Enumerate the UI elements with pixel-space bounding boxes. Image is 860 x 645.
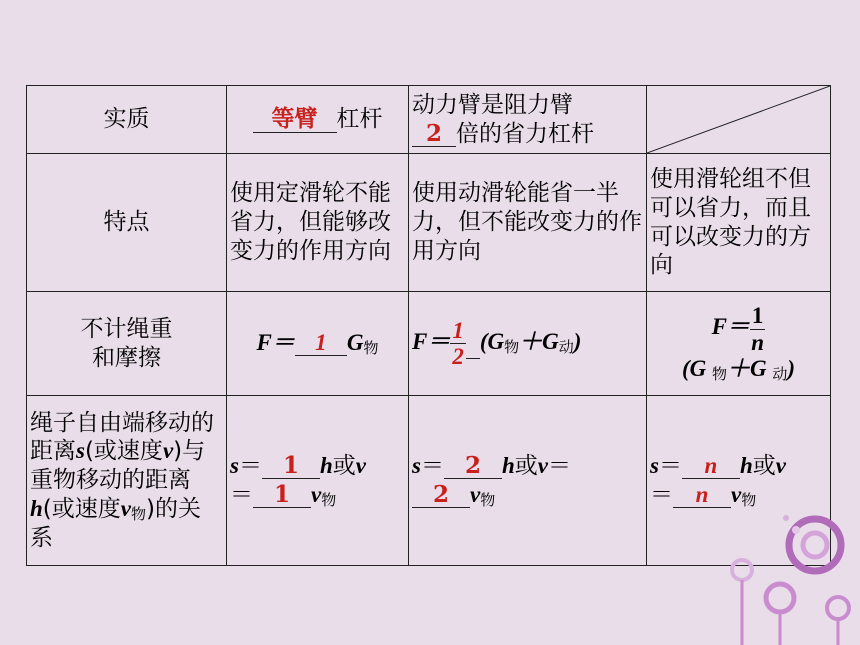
features-fixed: 使用定滑轮不能省力，但能够改变力的作用方向: [227, 154, 409, 292]
essence-movable-suffix: 倍的省力杠杆: [456, 120, 594, 147]
decorative-circles: [720, 500, 860, 645]
symbol-h: h: [501, 452, 515, 478]
symbol-v: v: [355, 452, 366, 478]
distance-movable: [409, 396, 647, 566]
distance-fixed: [227, 396, 409, 566]
features-label: 特点: [27, 154, 227, 292]
fraction-denominator: n: [751, 329, 765, 355]
decor-ring-small2: [827, 597, 849, 619]
plus-sign: ＋: [727, 355, 750, 381]
subscript-object: 物: [504, 337, 520, 356]
equals-sign: ＝: [230, 481, 253, 508]
features-block: 使用滑轮组不但可以省力，而且可以改变力的方向: [647, 154, 831, 292]
label-text: (或速度: [84, 438, 163, 465]
symbol-F: F: [711, 314, 727, 340]
symbol-s: s: [76, 438, 85, 464]
equals-sign: ＝: [420, 452, 444, 479]
fraction-numerator: 1: [751, 303, 764, 329]
force-movable-formula: [409, 292, 647, 396]
essence-label: 实质: [27, 86, 227, 154]
fraction-numerator: 1: [452, 317, 464, 343]
comparison-table: [26, 85, 830, 565]
or-word: 或: [332, 452, 356, 479]
symbol-v: v: [470, 481, 481, 507]
row-distance: [27, 396, 831, 566]
paren-open: (: [681, 355, 690, 381]
fraction-half: [450, 318, 466, 370]
subscript-moving: 动: [558, 337, 574, 356]
equals-sign: ＝: [650, 481, 673, 508]
force-label: [27, 292, 227, 396]
distance-block-blank1: n: [682, 453, 740, 479]
symbol-v: v: [537, 452, 548, 478]
subscript-moving: 动: [772, 364, 788, 383]
decor-dot: [783, 515, 789, 521]
symbol-s: s: [650, 452, 659, 478]
paren-close: ): [573, 328, 582, 354]
distance-fixed-blank1: 1: [262, 453, 320, 479]
fraction-denominator: 2: [452, 344, 464, 369]
label-text: (或速度: [42, 495, 121, 522]
label-text: )的关系: [30, 495, 201, 551]
essence-movable-blank: 2: [412, 121, 456, 147]
subscript-object: 物: [711, 364, 727, 383]
distance-label: [27, 396, 227, 566]
force-label-line1: 不计绳重: [80, 315, 173, 342]
symbol-h: h: [319, 452, 333, 478]
force-block-formula: [647, 292, 831, 396]
fraction-one-over-n: [750, 303, 766, 355]
equals-sign: ＝: [658, 452, 682, 479]
essence-fixed-blank: 等臂: [253, 107, 337, 133]
force-fixed-blank: 1: [295, 330, 347, 356]
symbol-G: G: [487, 328, 505, 354]
pulley-table: [26, 85, 831, 566]
label-text: 绳子自由端移动的距离: [30, 409, 214, 465]
subscript-object: 物: [321, 490, 337, 509]
row-essence: [27, 86, 831, 154]
decor-ring-inner: [803, 533, 827, 557]
symbol-v: v: [731, 481, 742, 507]
underline-tail: [466, 358, 480, 359]
distance-movable-blank1: 2: [444, 453, 502, 479]
features-movable: 使用动滑轮能省一半力，但不能改变力的作用方向: [409, 154, 647, 292]
symbol-h: h: [30, 495, 43, 521]
symbol-G: G: [346, 330, 364, 356]
decor-ring-mid: [766, 584, 794, 612]
row-features: [27, 154, 831, 292]
decor-dot: [792, 526, 800, 534]
symbol-s: s: [412, 452, 421, 478]
essence-fixed-suffix: 杠杆: [336, 106, 383, 133]
symbol-v: v: [120, 495, 131, 521]
symbol-G: G: [750, 355, 767, 381]
paren-close: ): [787, 355, 796, 381]
diagonal-line: [647, 86, 830, 153]
essence-fixed-cell: [227, 86, 409, 154]
distance-movable-blank2: 2: [412, 482, 470, 508]
symbol-v: v: [775, 452, 786, 478]
or-word: 或: [514, 452, 538, 479]
symbol-v: v: [162, 438, 174, 464]
symbol-F: F: [256, 330, 272, 356]
decor-ring-small: [732, 560, 752, 580]
essence-movable-cell: [409, 86, 647, 154]
equals-sign: ＝: [547, 452, 571, 479]
essence-movable-line1: 动力臂是阻力臂: [412, 91, 573, 118]
label-text: )与重物移动的距离: [30, 438, 206, 494]
subscript-object: 物: [363, 339, 379, 358]
paren-open: (: [479, 328, 488, 354]
equals-sign: ＝: [271, 330, 295, 356]
symbol-G: G: [689, 355, 707, 381]
symbol-s: s: [230, 452, 239, 478]
equals-sign: ＝: [427, 328, 451, 354]
subscript-object: 物: [131, 504, 147, 523]
distance-block-blank2: n: [673, 482, 731, 508]
plus-sign: ＋: [519, 328, 543, 354]
force-label-line2: 和摩擦: [92, 344, 161, 371]
essence-block-empty-cell: [647, 86, 831, 154]
or-word: 或: [752, 452, 776, 479]
subscript-object: 物: [741, 490, 757, 509]
symbol-F: F: [412, 328, 428, 354]
symbol-v: v: [311, 481, 322, 507]
symbol-G: G: [542, 328, 559, 354]
symbol-h: h: [739, 452, 753, 478]
row-force: [27, 292, 831, 396]
equals-sign: ＝: [238, 452, 262, 479]
force-fixed-formula: [227, 292, 409, 396]
subscript-object: 物: [480, 490, 496, 509]
equals-sign: ＝: [726, 314, 750, 340]
distance-fixed-blank2: 1: [253, 482, 311, 508]
